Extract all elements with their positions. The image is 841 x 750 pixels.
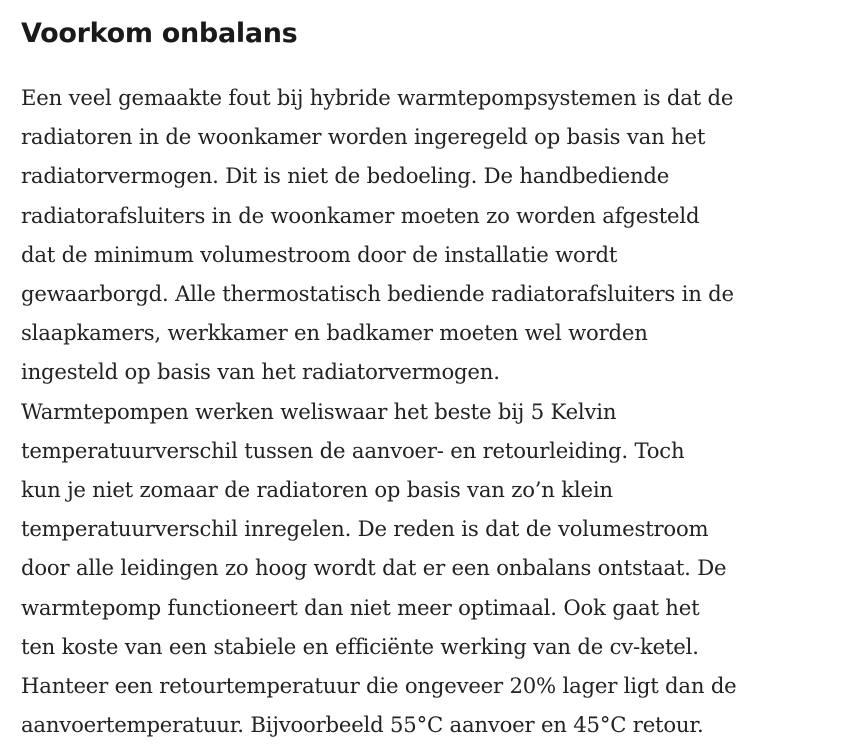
body-line-4: radiatorafsluiters in de woonkamer moeten zo worden afgesteld [21,202,700,228]
body-line-2: radiatoren in de woonkamer worden ingeregeld op basis van het [21,124,706,150]
body-line-12: temperatuurverschil inregelen. De reden is dat de volumestroom [21,516,709,542]
body-line-3: radiatorvermogen. Dit is niet de bedoeling. De handbediende [21,163,670,189]
body-line-11: kun je niet zomaar de radiatoren op basis van zo’n klein [21,477,613,503]
article-body [21,78,821,744]
body-line-16: Hanteer een retourtemperatuur die ongeveer 20% lager ligt dan de [21,673,737,699]
body-line-7: slaapkamers, werkkamer en badkamer moeten wel worden [21,320,648,346]
body-line-13: door alle leidingen zo hoog wordt dat er een onbalans ontstaat. De [21,555,727,581]
body-line-17: aanvoertemperatuur. Bijvoorbeeld 55°C aanvoer en 45°C retour. [21,712,704,738]
body-line-14: warmtepomp functioneert dan niet meer optimaal. Ook gaat het [21,594,700,620]
body-line-10: temperatuurverschil tussen de aanvoer- en retourleiding. Toch [21,437,685,463]
article-heading: Voorkom onbalans [21,18,298,49]
body-line-15: ten koste van een stabiele en efficiënte werking van de cv-ketel. [21,633,699,659]
body-line-9: Warmtepompen werken weliswaar het beste bij 5 Kelvin [21,398,617,424]
body-line-6: gewaarborgd. Alle thermostatisch bediende radiatorafsluiters in de [21,281,734,307]
body-line-5: dat de minimum volumestroom door de installatie wordt [21,241,618,267]
body-line-8: ingesteld op basis van het radiatorvermogen. [21,359,500,385]
body-line-1: Een veel gemaakte fout bij hybride warmtepompsystemen is dat de [21,85,734,110]
